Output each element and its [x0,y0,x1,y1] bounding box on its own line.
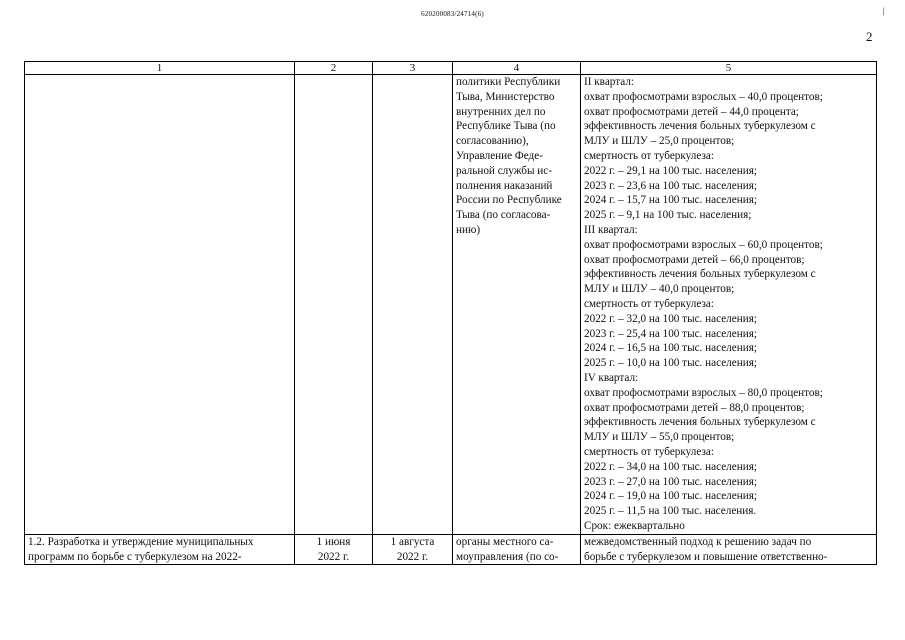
column-number-2: 2 [295,62,373,75]
text-line: 2024 г. – 16,5 на 100 тыс. населения; [584,342,757,355]
text-line: эффективность лечения больных туберкулезом с [584,416,816,429]
text-line: борьбе с туберкулезом и повышение ответственно- [584,550,828,563]
text-line: 2025 г. – 11,5 на 100 тыс. населения. [584,505,757,518]
handwritten-mark: \ [880,5,888,19]
text-line: 2023 г. – 27,0 на 100 тыс. населения; [584,475,757,488]
text-line: нию) [456,223,481,236]
text-line: 1 августа [390,535,435,548]
text-line: внутренних дел по [456,105,546,118]
text-line: МЛУ и ШЛУ – 40,0 процентов; [584,283,735,296]
text-line: смертность от туберкулеза: [584,445,714,458]
text-line: межведомственный подход к решению задач по [584,535,812,548]
text-line: Срок: ежеквартально [584,519,685,532]
text-line: охват профосмотрами взрослых – 80,0 процентов; [584,386,823,399]
cell-measure [25,534,295,565]
text-line: 2022 г. [396,550,429,563]
text-line: 2022 г. – 32,0 на 100 тыс. населения; [584,312,757,325]
text-line: эффективность лечения больных туберкулезом с [584,120,816,133]
column-number-1: 1 [25,62,295,75]
column-number-row [25,62,877,75]
cell-start-date [295,534,373,565]
text-line: 2025 г. – 9,1 на 100 тыс. населения; [584,209,752,222]
text-line: 1 июня [316,535,351,548]
text-line: политики Республики [456,76,561,88]
text-line: смертность от туберкулеза: [584,149,714,162]
text-line: III квартал: [584,223,638,236]
text-line: смертность от туберкулеза: [584,297,714,310]
cell-results [581,534,877,565]
text-line: 2022 г. – 34,0 на 100 тыс. населения; [584,460,757,473]
column-number-4: 4 [453,62,581,75]
cell-responsible [453,534,581,565]
text-line: МЛУ и ШЛУ – 25,0 процентов; [584,135,735,148]
text-line: 2024 г. – 15,7 на 100 тыс. населения; [584,194,757,207]
text-line: охват профосмотрами детей – 66,0 процентов; [584,253,805,266]
cell-start-date [295,75,373,535]
plan-table [24,61,877,565]
text-line: 2023 г. – 23,6 на 100 тыс. населения; [584,179,757,192]
text-line: МЛУ и ШЛУ – 55,0 процентов; [584,431,735,444]
text-line: России по Республике [456,194,562,207]
text-line: охват профосмотрами детей – 44,0 процента; [584,105,799,118]
text-line: Республике Тыва (по [456,120,556,133]
document-id: 620200083/24714(6) [421,10,484,18]
table-row [25,534,877,565]
text-line: полнения наказаний [456,179,553,192]
text-line: ральной службы ис- [456,164,552,177]
text-line: эффективность лечения больных туберкулезом с [584,268,816,281]
text-line: охват профосмотрами взрослых – 60,0 процентов; [584,238,823,251]
text-line: Тыва, Министерство [456,90,555,103]
column-number-5: 5 [581,62,877,75]
text-line: Управление Феде- [456,149,543,162]
cell-responsible [453,75,581,535]
column-number-3: 3 [373,62,453,75]
text-line: охват профосмотрами детей – 88,0 процентов; [584,401,805,414]
text-line: органы местного са- [456,535,554,548]
text-line: моуправления (по со- [456,550,559,563]
text-line: 2022 г. [317,550,350,563]
text-line: 2022 г. – 29,1 на 100 тыс. населения; [584,164,757,177]
text-line: IV квартал: [584,371,639,384]
cell-end-date [373,534,453,565]
cell-results [581,75,877,535]
cell-measure [25,75,295,535]
text-line: 2025 г. – 10,0 на 100 тыс. населения; [584,357,757,370]
text-line: согласованию), [456,135,529,148]
table-row [25,75,877,535]
text-line: 2024 г. – 19,0 на 100 тыс. населения; [584,490,757,503]
text-line: программ по борьбе с туберкулезом на 2022- [28,550,242,563]
text-line: 1.2. Разработка и утверждение муниципальных [28,535,254,548]
cell-end-date [373,75,453,535]
text-line: охват профосмотрами взрослых – 40,0 процентов; [584,90,823,103]
page-number: 2 [866,29,873,44]
text-line: II квартал: [584,76,635,88]
text-line: 2023 г. – 25,4 на 100 тыс. населения; [584,327,757,340]
text-line: Тыва (по согласова- [456,209,551,222]
